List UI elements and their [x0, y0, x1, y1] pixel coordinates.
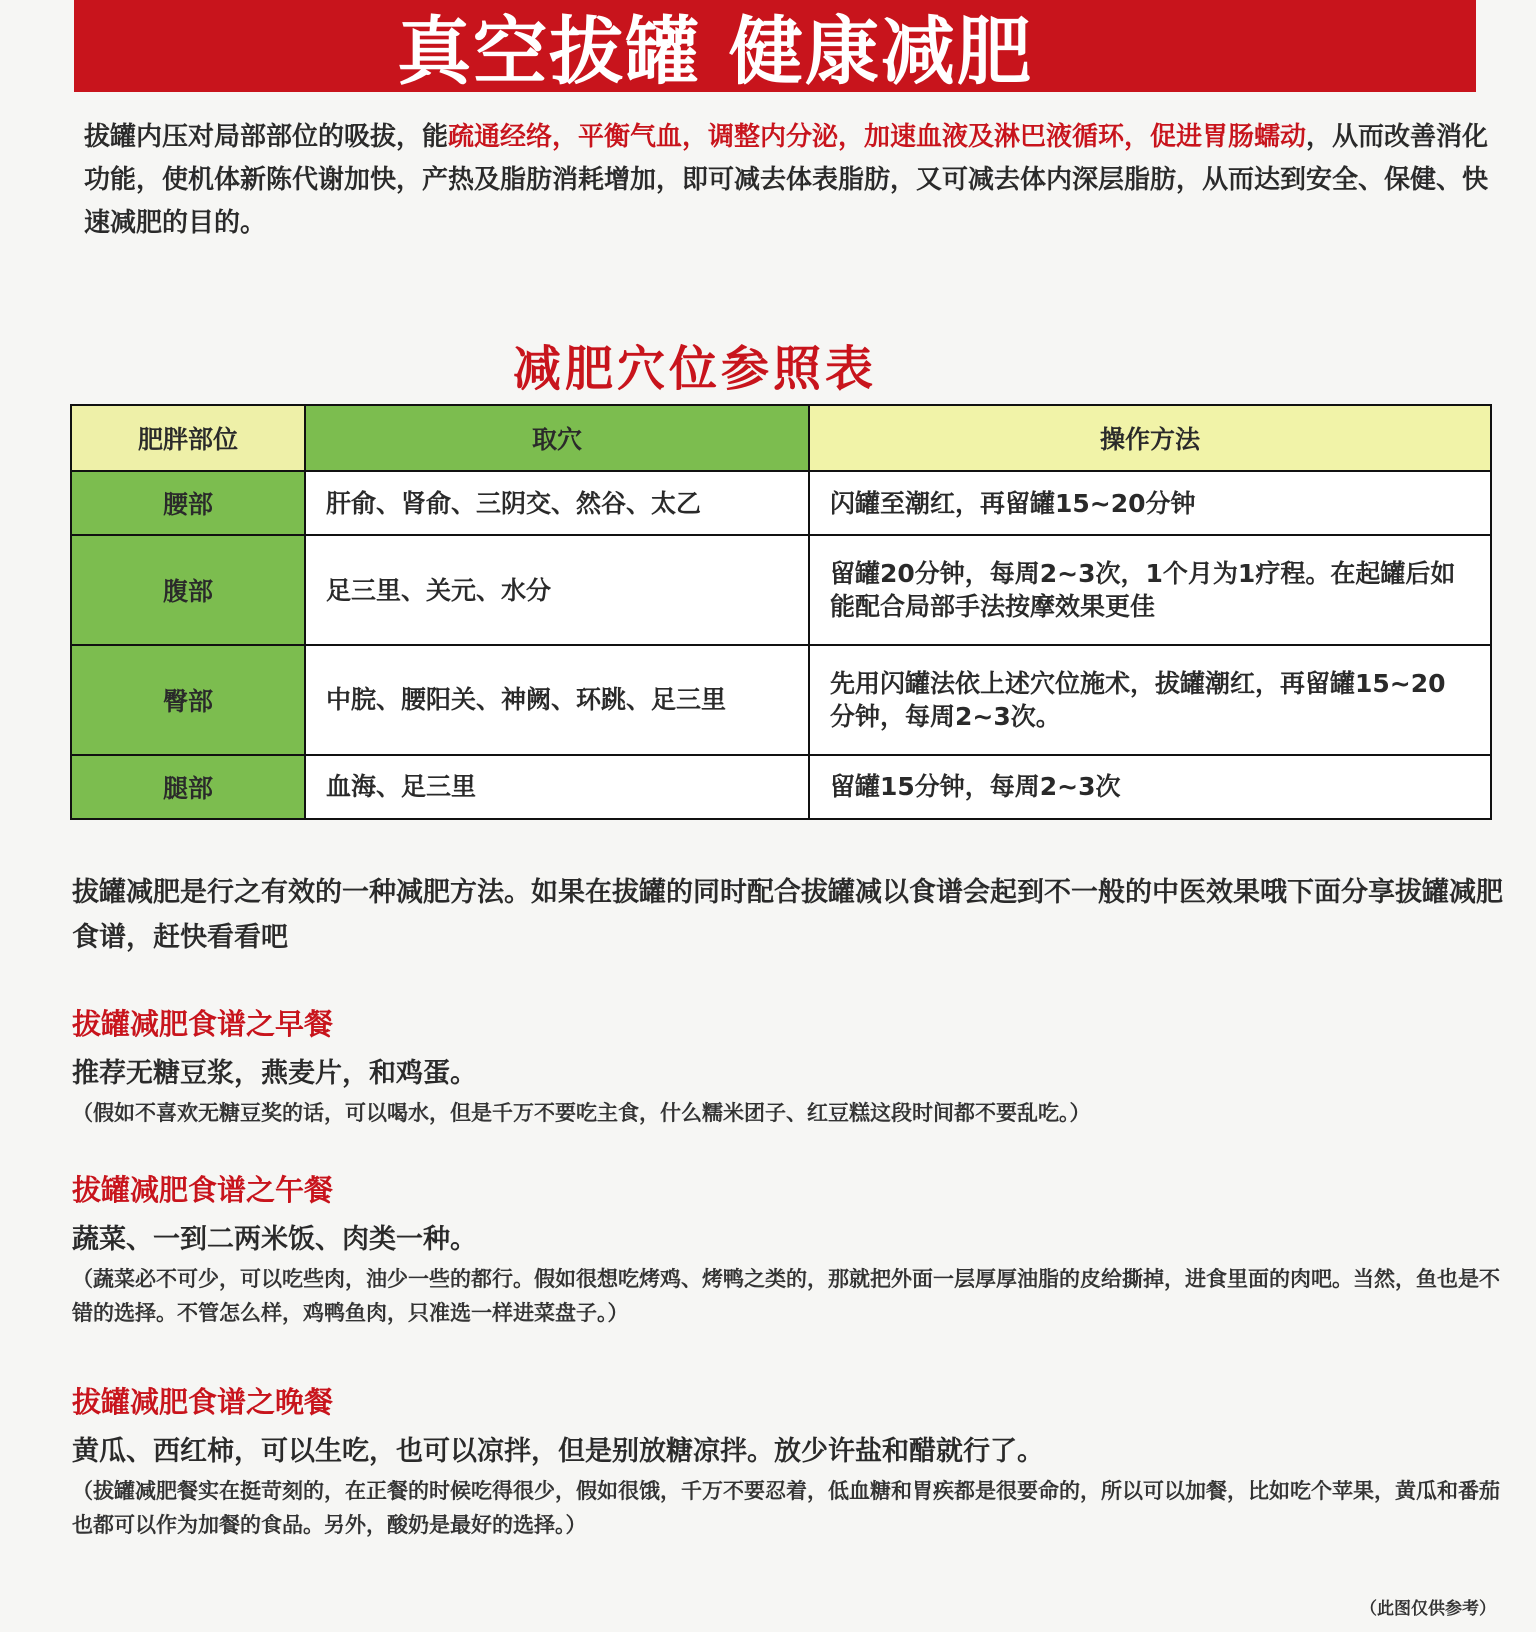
table-row: [71, 471, 1491, 535]
lunch-note: （蔬菜必不可少，可以吃些肉，油少一些的都行。假如很想吃烤鸡、烤鸭之类的，那就把外面一层厚厚油脂的皮给撕掉，进食里面的肉吧。当然，鱼也是不错的选择。不管怎么样，鸡鸭鱼肉，只准选一样进菜盘子。）: [72, 1267, 1500, 1325]
title-banner: [74, 0, 1476, 95]
intro-text-2: ，从而改善消化功能，使机体新陈代谢加快，产热及脂肪消耗增加，即可减去体表脂肪，又可减去体内深层脂肪，从而达到安全、保健、快速减肥的目的。: [84, 122, 1489, 238]
dinner-main: 黄瓜、西红柿，可以生吃，也可以凉拌，但是别放糖凉拌。放少许盐和醋就行了。: [72, 1436, 1044, 1467]
breakfast-note: （假如不喜欢无糖豆奖的话，可以喝水，但是千万不要吃主食，什么糯米团子、红豆糕这段时间都不要乱吃。）: [72, 1101, 1091, 1125]
acupoint-table: [70, 404, 1492, 820]
lunch-main: 蔬菜、一到二两米饭、肉类一种。: [72, 1224, 477, 1255]
cell-part: 腰部: [71, 471, 305, 535]
breakfast-heading: 拔罐减肥食谱之早餐: [72, 1007, 334, 1041]
intro-highlight: 疏通经络，平衡气血，调整内分泌，加速血液及淋巴液循环，促进胃肠蠕动: [448, 122, 1307, 152]
breakfast-section: [72, 1004, 1512, 1130]
table-row: [71, 535, 1491, 645]
cell-part: 腹部: [71, 535, 305, 645]
cell-method: 留罐20分钟，每周2~3次，1个月为1疗程。在起罐后如能配合局部手法按摩效果更佳: [809, 535, 1491, 645]
cell-part: 腿部: [71, 755, 305, 819]
cell-points: 中脘、腰阳关、神阙、环跳、足三里: [305, 645, 809, 755]
cell-points: 足三里、关元、水分: [305, 535, 809, 645]
dinner-section: [72, 1382, 1512, 1542]
cell-part: 臀部: [71, 645, 305, 755]
header-points: 取穴: [305, 405, 809, 471]
table-title: 减肥穴位参照表: [512, 341, 877, 397]
header-part: 肥胖部位: [71, 405, 305, 471]
cell-points: 肝俞、肾俞、三阴交、然谷、太乙: [305, 471, 809, 535]
cell-points: 血海、足三里: [305, 755, 809, 819]
footnote: （此图仅供参考）: [1360, 1599, 1496, 1619]
intro-text-1: 拔罐内压对局部部位的吸拔，能: [84, 122, 449, 152]
breakfast-main: 推荐无糖豆浆，燕麦片，和鸡蛋。: [72, 1058, 477, 1089]
banner-title: 真空拔罐 健康减肥: [397, 9, 1033, 95]
dinner-heading: 拔罐减肥食谱之晚餐: [72, 1385, 334, 1419]
intro-paragraph: [84, 116, 1504, 245]
cell-method: 闪罐至潮红，再留罐15~20分钟: [809, 471, 1491, 535]
table-row: [71, 645, 1491, 755]
table-header-row: [71, 405, 1491, 471]
cell-method: 留罐15分钟，每周2~3次: [809, 755, 1491, 819]
table-row: [71, 755, 1491, 819]
dinner-note: （拔罐减肥餐实在挺苛刻的，在正餐的时候吃得很少，假如很饿，千万不要忍着，低血糖和胃疾都是很要命的，所以可以加餐，比如吃个苹果，黄瓜和番茄也都可以作为加餐的食品。另外，酸奶是最好的选择。）: [72, 1479, 1500, 1537]
lunch-section: [72, 1170, 1512, 1330]
cell-method: 先用闪罐法依上述穴位施术，拔罐潮红，再留罐15~20分钟，每周2~3次。: [809, 645, 1491, 755]
lunch-heading: 拔罐减肥食谱之午餐: [72, 1173, 334, 1207]
header-method: 操作方法: [809, 405, 1491, 471]
recipe-intro: 拔罐减肥是行之有效的一种减肥方法。如果在拔罐的同时配合拔罐减以食谱会起到不一般的中医效果哦下面分享拔罐减肥食谱，赶快看看吧: [72, 877, 1503, 953]
